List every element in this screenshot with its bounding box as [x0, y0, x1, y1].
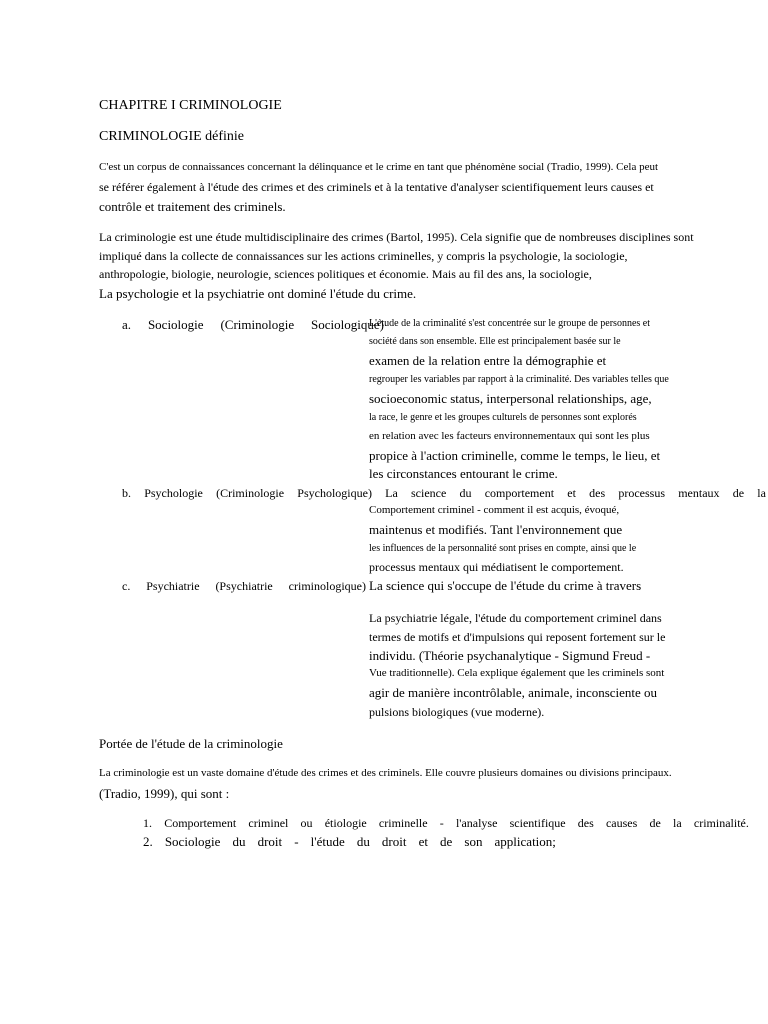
item-label-word: Psychiatrie — [146, 579, 200, 593]
list-item — [143, 835, 556, 848]
item-label-word: b. — [122, 486, 131, 500]
list-word: Sociologie — [164, 834, 221, 849]
item-text-line: Comportement criminel - comment il est acquis, évoqué, — [369, 504, 620, 516]
item-label-word: du — [459, 486, 472, 500]
item-label-word: La — [385, 486, 398, 500]
list-word: 1. — [143, 816, 152, 830]
item-label-word: des — [589, 486, 606, 500]
item-label-word: (Criminologie — [216, 486, 285, 500]
paragraph-line: contrôle et traitement des criminels. — [99, 199, 286, 214]
paragraph-line: impliqué dans la collecte de connaissances sur les actions criminelles, y compris la psychologie, la sociologie, — [99, 249, 628, 263]
item-label — [122, 318, 384, 331]
item-label-word: processus — [618, 486, 665, 500]
list-item — [143, 817, 749, 829]
paragraph-line: anthropologie, biologie, neurologie, sciences politiques et économie. Mais au fil des ans, la sociologie, — [99, 267, 592, 281]
item-text-line: Vue traditionnelle). Cela explique également que les criminels sont — [369, 667, 665, 679]
item-text-line: en relation avec les facteurs environnementaux qui sont les plus — [369, 430, 650, 442]
item-text-line: socioeconomic status, interpersonal relationships, age, — [369, 391, 652, 406]
item-text-line: examen de la relation entre la démographie et — [369, 353, 607, 368]
list-word: l'étude — [310, 834, 345, 849]
item-text-line: agir de manière incontrôlable, animale, inconsciente ou — [369, 685, 658, 700]
paragraph-line: (Tradio, 1999), qui sont : — [99, 786, 230, 801]
item-label-word: de — [732, 486, 745, 500]
list-word: droit — [257, 834, 283, 849]
item-text-line: maintenus et modifiés. Tant l'environnement que — [369, 522, 623, 537]
item-label-word: la — [757, 486, 766, 500]
list-word: scientifique — [509, 816, 566, 830]
list-word: causes — [605, 816, 638, 830]
list-word: Comportement — [164, 816, 237, 830]
paragraph-line: La criminologie est un vaste domaine d'étude des crimes et des criminels. Elle couvre plusieurs domaines ou divisions principaux. — [99, 767, 672, 779]
item-text-line: L'étude de la criminalité s'est concentrée sur le groupe de personnes et — [369, 318, 650, 329]
item-label-word: science — [411, 486, 447, 500]
item-text-line: termes de motifs et d'impulsions qui reposent fortement sur le — [369, 630, 666, 644]
list-word: criminalité. — [693, 816, 749, 830]
item-label-word: Sociologique) — [311, 317, 384, 332]
item-text-line: la race, le genre et les groupes culturels de personnes sont explorés — [369, 412, 637, 423]
item-label-word: Psychologique) — [297, 486, 372, 500]
item-label — [122, 487, 766, 499]
list-word: criminel — [248, 816, 289, 830]
list-word: criminelle — [378, 816, 428, 830]
list-word: des — [577, 816, 594, 830]
item-label-word: mentaux — [678, 486, 720, 500]
item-label-word: criminologique) — [288, 579, 366, 593]
paragraph-line: La criminologie est une étude multidisciplinaire des crimes (Bartol, 1995). Cela signifie que de nombreuses disciplines sont — [99, 230, 694, 244]
list-word: de — [440, 834, 453, 849]
list-word: du — [232, 834, 246, 849]
item-label-word: (Psychiatrie — [215, 579, 273, 593]
item-text-line: processus mentaux qui médiatisent le comportement. — [369, 560, 624, 574]
item-label — [122, 580, 366, 592]
item-text-line: propice à l'action criminelle, comme le temps, le lieu, et — [369, 448, 661, 463]
section-title: CRIMINOLOGIE définie — [99, 129, 245, 144]
item-text-line: individu. (Théorie psychanalytique - Sigmund Freud - — [369, 648, 651, 663]
item-text-line: regrouper les variables par rapport à la criminalité. Des variables telles que — [369, 374, 669, 385]
list-word: - — [439, 816, 444, 830]
list-word: application; — [494, 834, 556, 849]
item-label-word: c. — [122, 579, 131, 593]
item-label-word: Psychologie — [144, 486, 203, 500]
list-word: l'analyse — [455, 816, 498, 830]
item-label-word: (Criminologie — [220, 317, 295, 332]
item-text-line: La science qui s'occupe de l'étude du crime à travers — [369, 578, 642, 593]
list-word: de — [649, 816, 661, 830]
list-word: étiologie — [324, 816, 367, 830]
item-label-word: a. — [122, 317, 132, 332]
paragraph-line: C'est un corpus de connaissances concernant la délinquance et le crime en tant que phénomène social (Tradio, 1999). Cela peut — [99, 161, 659, 173]
list-word: - — [294, 834, 299, 849]
list-word: droit — [381, 834, 407, 849]
list-word: du — [356, 834, 370, 849]
item-label-word: et — [567, 486, 576, 500]
list-word: la — [673, 816, 682, 830]
list-word: et — [418, 834, 428, 849]
item-label-word: comportement — [484, 486, 555, 500]
paragraph-line: La psychologie et la psychiatrie ont dominé l'étude du crime. — [99, 286, 417, 301]
item-text-line: pulsions biologiques (vue moderne). — [369, 705, 545, 719]
chapter-title: CHAPITRE I CRIMINOLOGIE — [99, 98, 282, 113]
list-word: ou — [300, 816, 313, 830]
item-text-line: société dans son ensemble. Elle est principalement basée sur le — [369, 336, 621, 347]
item-text-line: La psychiatrie légale, l'étude du comportement criminel dans — [369, 611, 662, 625]
list-word: 2. — [143, 834, 153, 849]
item-label-word: Sociologie — [147, 317, 204, 332]
list-word: son — [464, 834, 483, 849]
item-text-line: les circonstances entourant le crime. — [369, 466, 558, 481]
item-text-line: les influences de la personnalité sont prises en compte, ainsi que le — [369, 543, 637, 554]
subsection-title: Portée de l'étude de la criminologie — [99, 736, 283, 751]
paragraph-line: se référer également à l'étude des crimes et des criminels et à la tentative d'analyser scientifiquement leurs causes et — [99, 180, 654, 194]
